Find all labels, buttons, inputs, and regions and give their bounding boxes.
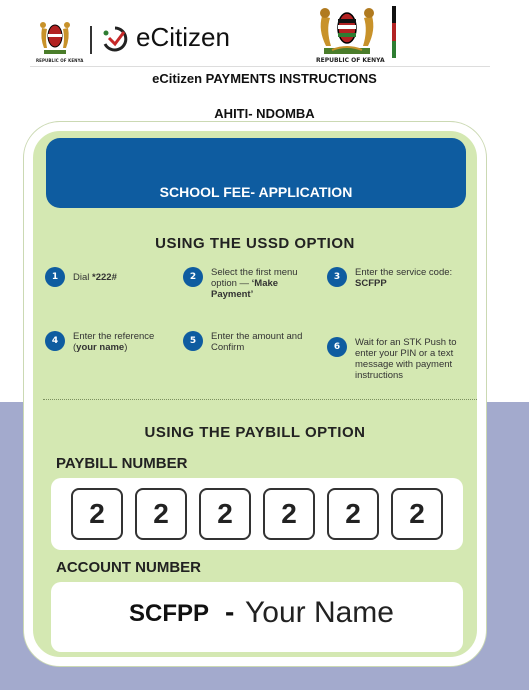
paybill-digit: 2 bbox=[391, 488, 443, 540]
step-bold-text: *222# bbox=[92, 272, 117, 283]
paybill-digit: 2 bbox=[71, 488, 123, 540]
instructions-card bbox=[24, 122, 486, 666]
ussd-step-6 bbox=[327, 337, 467, 381]
step-text: Enter the amount and Confirm bbox=[211, 331, 303, 353]
paybill-digit: 2 bbox=[199, 488, 251, 540]
account-number-label: ACCOUNT NUMBER bbox=[56, 559, 201, 576]
service-banner bbox=[46, 138, 466, 208]
paybill-number-label: PAYBILL NUMBER bbox=[56, 455, 188, 472]
paybill-digit: 2 bbox=[135, 488, 187, 540]
ussd-step-2 bbox=[183, 267, 323, 300]
step-text: Enter the reference ( bbox=[73, 331, 155, 353]
step-number-badge: 4 bbox=[45, 331, 65, 351]
account-separator: - bbox=[225, 596, 235, 627]
account-name-placeholder: Your Name bbox=[245, 596, 394, 629]
step-text: Dial bbox=[73, 272, 93, 283]
institution-name: AHITI- NDOMBA bbox=[214, 106, 315, 121]
step-bold-text: SCFPP bbox=[355, 278, 387, 289]
step-text: Enter the service code: bbox=[355, 267, 453, 278]
crest-caption: REPUBLIC OF KENYA bbox=[36, 58, 84, 63]
paybill-digit: 2 bbox=[263, 488, 315, 540]
account-code: SCFPP bbox=[129, 600, 210, 627]
section-divider bbox=[43, 399, 477, 400]
paybill-number-box bbox=[51, 478, 463, 550]
step-text: Select the first menu option — bbox=[211, 267, 298, 289]
flag-stripe-icon bbox=[392, 6, 396, 58]
ecitizen-logo-icon bbox=[100, 24, 130, 54]
account-number-box bbox=[51, 582, 463, 652]
header bbox=[0, 0, 529, 66]
ussd-step-5 bbox=[183, 331, 323, 353]
service-name: SCHOOL FEE- APPLICATION bbox=[159, 184, 353, 200]
ussd-step-1 bbox=[45, 267, 185, 287]
step-number-badge: 1 bbox=[45, 267, 65, 287]
step-number-badge: 2 bbox=[183, 267, 203, 287]
paybill-heading: USING THE PAYBILL OPTION bbox=[144, 424, 366, 441]
ussd-step-3 bbox=[327, 267, 467, 289]
step-text: Wait for an STK Push to enter your PIN or a text message with payment instructions bbox=[355, 337, 457, 381]
kenya-coat-of-arms-icon bbox=[38, 14, 72, 56]
paybill-digit: 2 bbox=[327, 488, 379, 540]
step-text-suffix: ) bbox=[124, 342, 128, 353]
kenya-coat-of-arms-large-icon bbox=[314, 4, 380, 56]
step-bold-text: ‘Make Payment’ bbox=[211, 278, 279, 300]
step-number-badge: 5 bbox=[183, 331, 203, 351]
step-number-badge: 6 bbox=[327, 337, 347, 357]
crest-caption-large: REPUBLIC OF KENYA bbox=[316, 57, 385, 64]
ecitizen-brand: eCitizen bbox=[136, 22, 230, 52]
header-rule bbox=[30, 66, 490, 67]
header-divider bbox=[90, 26, 92, 54]
ussd-heading: USING THE USSD OPTION bbox=[155, 235, 355, 252]
ussd-step-4 bbox=[45, 331, 185, 353]
step-number-badge: 3 bbox=[327, 267, 347, 287]
step-bold-text: your name bbox=[76, 342, 125, 353]
page-title: eCitizen PAYMENTS INSTRUCTIONS bbox=[152, 71, 377, 86]
